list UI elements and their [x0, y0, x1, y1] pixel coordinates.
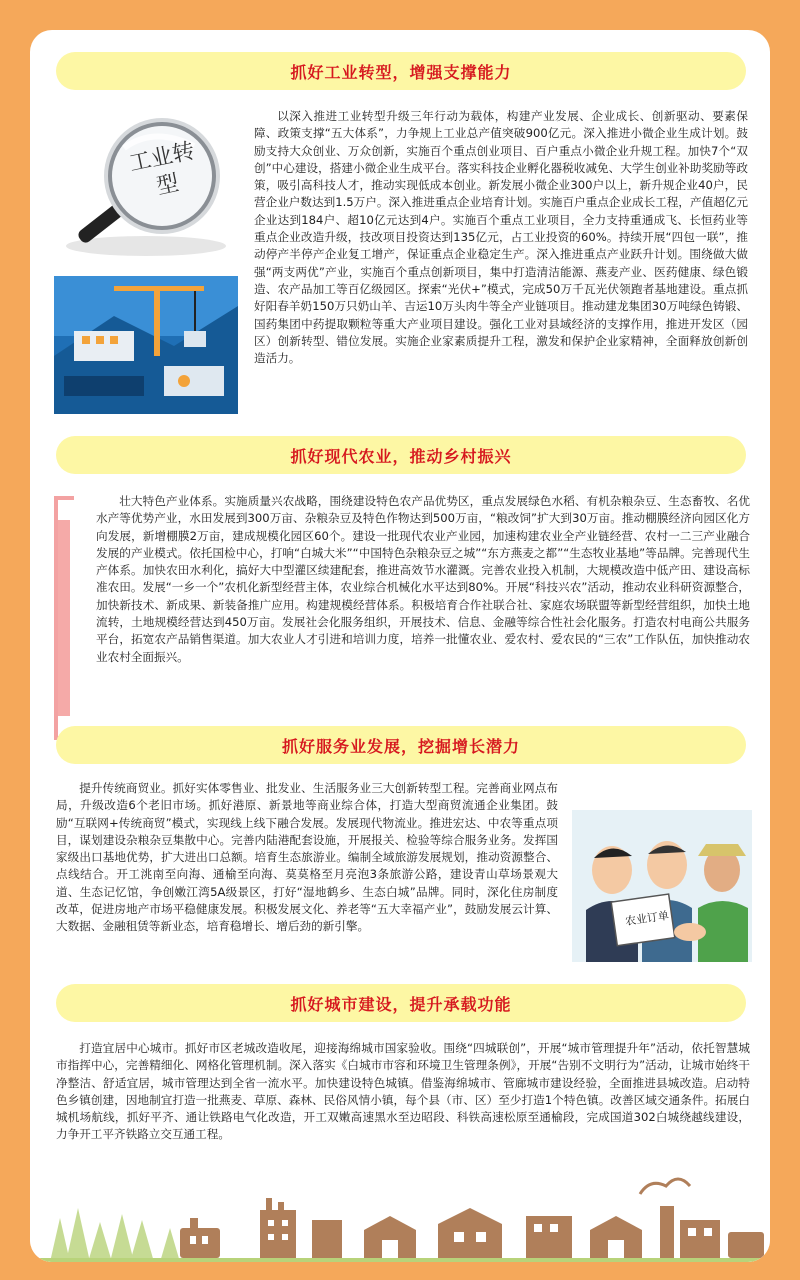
section-title-service: 抓好服务业发展，挖掘增长潜力 — [56, 726, 746, 764]
section-title-city: 抓好城市建设，提升承载功能 — [56, 984, 746, 1022]
section-title-industry: 抓好工业转型，增强支撑能力 — [56, 52, 746, 90]
section-title-agriculture: 抓好现代农业，推动乡村振兴 — [56, 436, 746, 474]
magnifier-label: 工业转型 — [127, 138, 197, 200]
city-skyline-illustration — [30, 1158, 770, 1262]
section-body-city: 打造宜居中心城市。抓好市区老城改造收尾，迎接海绵城市国家验收。围绕“四城联创”，开展“城市管理提升年”活动，依托智慧城市指挥中心，完善精细化、网格化管理机制。深入落实《白城市市容和环境卫生管理条例》，开展“告别不文明行为”活动，让城市始终干净整洁、舒适宜居，城市管理达到全省一流水平。加快建设特色城镇。借鉴海绵城市、管廊城市建设经验，全面推进县城改造。启动特色乡镇创建，因地制宜打造一批燕麦、草原、森林、民俗风情小镇，每个县（市、区）至少打造1个特色镇。改善区域交通条件。拓展白城机场航线，抓好平齐、通让铁路电气化改造，开工双嫩高速黑水至边昭段、科铁高速松原至通榆段，完成国道302白城绕越线建设，力争开工平齐铁路立交互通工程。 — [56, 1041, 750, 1142]
order-sheet-label: 农业订单 — [624, 908, 670, 928]
pink-bracket-decoration — [54, 496, 74, 740]
section-body-service: 提升传统商贸业。抓好实体零售业、批发业、生活服务业三大创新转型工程。完善商业网点布局，升级改造6个老旧市场。抓好港原、新景地等商业综合体，打造大型商贸流通企业集团。鼓励“互联网+传统商贸”模式，实现线上线下融合发展。发展现代物流业。推进宏达、中农等重点项目，谋划建设杂粮杂豆集散中心。完善内陆港配套设施，开展报关、检验等综合服务业务。发挥国家级出口基地优势，扩大进出口总额。培育生态旅游业。编制全域旅游发展规划，推动资源整合、点线结合。开工洮南至向海、通榆至向海、莫莫格至月亮泡3条旅游公路，建设青山草场景观大道、生态记忆馆，争创嫩江湾5A级景区，打好“湿地鹤乡、生态白城”品牌。同时，深化住房制度改革，促进房地产市场平稳健康发展。积极发展文化、养老等“五大幸福产业”，鼓励发展云计算、大数据、金融租赁等新业态，培育稳增长、增后劲的新引擎。 — [56, 781, 558, 934]
section-body-industry: 以深入推进工业转型升级三年行动为载体，构建产业发展、企业成长、创新驱动、要素保障、政策支撑“五大体系”，力争规上工业总产值突破900亿元。深入推进小微企业生成计划。鼓励支持大众创业、万众创新，实施百个重点创业项目、百户重点小微企业升规工程。加快7个“双创”中心建设，搭建小微企业生成平台。落实科技企业孵化器税收减免、大学生创业补助奖励等政策，吸引高科技人才，推动实现低成本创业。新发展小微企业300户以上，新升规企业40户，民营企业户数达到1.5万户。深入推进重点企业培育计划。实施百户重点企业成长工程，产值超亿元企业达到184户、超10亿元达到4户。实施百个重点工业项目，全力支持重通成飞、长恒药业等重点企业改造升级，技改项目投资达到135亿元，占工业投资的60%。持续开展“四包一联”，推动停产半停产企业复工增产，保证重点企业稳定生产。深入推进重点产业跃升计划。围绕做大做强“两支两优”产业，实施百个重点创新项目，集中打造清洁能源、燕麦产业、医药健康、绿色锻造、农产品加工等百亿级园区。探索“光伏+”模式，完成50万千瓦光伏领跑者基地建设。重点抓好阳春羊奶150万只奶山羊、吉运10万头肉牛等全产业链项目。推动建龙集团30万吨绿色铸锻、国药集团中药提取颗粒等重大产业项目建设。强化工业对县域经济的支撑作用，推进开发区（园区）创新转型、错位发展。实施企业家素质提升工程，激发和保护企业家精神，全面释放创新创造活力。 — [254, 109, 748, 366]
section-body-agriculture: 壮大特色产业体系。实施质量兴农战略，围绕建设特色农产品优势区，重点发展绿色水稻、有机杂粮杂豆、生态畜牧、名优水产等优势产业，水田发展到300万亩、杂粮杂豆及特色作物达到500万亩，“粮改饲”扩大到30万亩。推动棚膜经济向园区化方向发展，新增棚膜2万亩，建成规模化园区60个。建设一批现代农业产业园，加速构建农业全产业链经营、农村一二三产业融合发展的产业模式。依托国检中心，打响“白城大米”“中国特色杂粮杂豆之城”“东方燕麦之都”“生态牧业基地”等品牌。完善现代生产体系。加快农田水利化，搞好大中型灌区续建配套，推进高效节水灌溉。完善农业投入机制，大规模改造中低产田、建设高标准农田。发展“一乡一个”农机化新型经营主体，农业综合机械化水平达到80%。开展“科技兴农”活动，推动农业科研资源整合，加快新技术、新成果、新装备推广应用。构建规模经营体系。积极培育合作社联合社、家庭农场联盟等新型经营组织，加快土地流转，土地规模经营达到450万亩。发展社会化服务组织，开展技术、信息、金融等综合性社会化服务。打造农村电商公共服务平台，拓宽农产品销售渠道。加大农业人才引进和培训力度，培养一批懂农业、爱农村、爱农民的“三农”工作队伍，加快推动农业农村全面振兴。 — [96, 494, 750, 664]
content-card — [30, 30, 770, 1262]
magnifier-image — [54, 106, 238, 256]
factory-illustration — [54, 276, 238, 414]
handshake-illustration — [572, 810, 752, 962]
